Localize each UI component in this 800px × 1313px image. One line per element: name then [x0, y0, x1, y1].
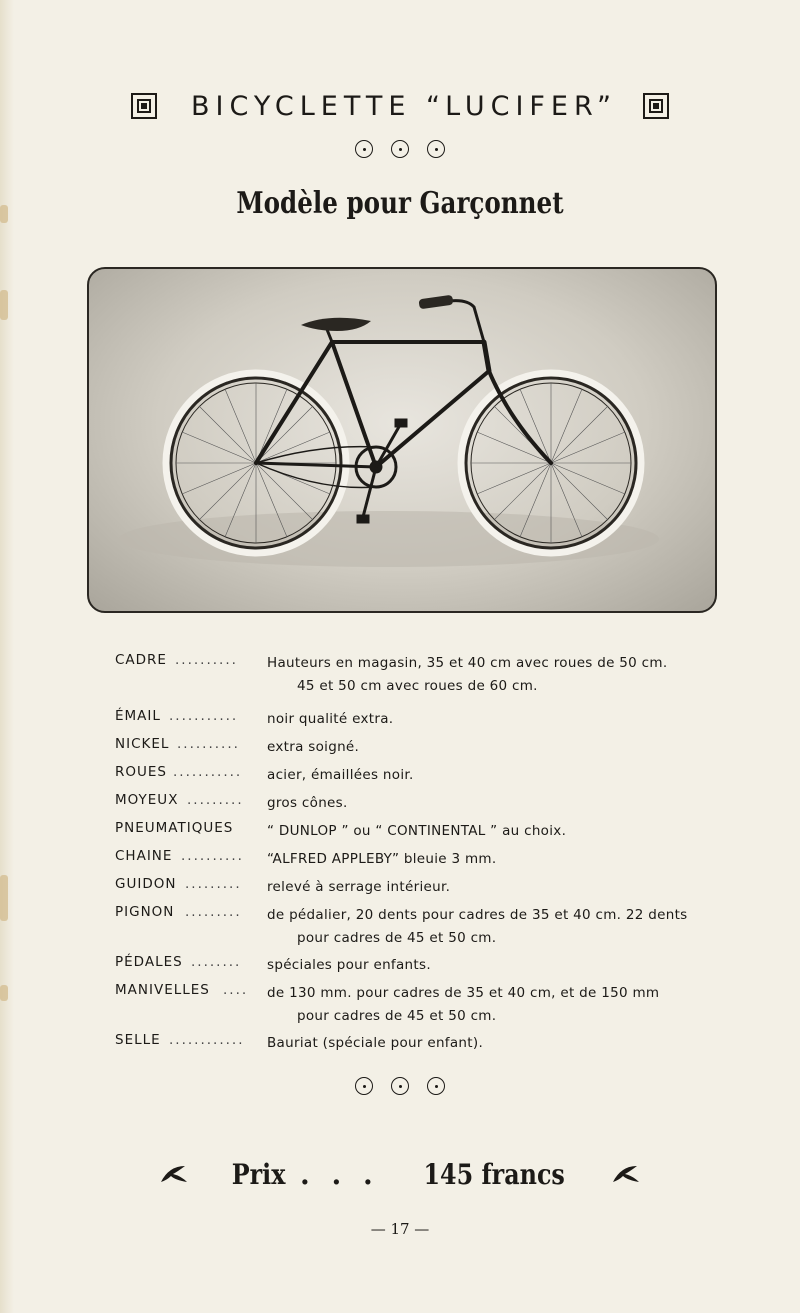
- dot-leader: ............: [169, 1032, 245, 1048]
- spec-value: spéciales pour enfants.: [267, 957, 431, 973]
- spec-value-line: de 130 mm. pour cadres de 35 et 40 cm, et de 150 mm: [267, 985, 660, 1001]
- dot-leader: ...........: [169, 708, 239, 724]
- foxing-stain: [0, 985, 8, 1001]
- leaf-ornament-icon: [159, 1162, 189, 1186]
- spec-value-line: pour cadres de 45 et 50 cm.: [297, 1008, 497, 1024]
- bicycle-illustration: [89, 269, 717, 613]
- spec-value-line: pour cadres de 45 et 50 cm.: [297, 930, 497, 946]
- spec-value: [267, 652, 722, 698]
- spec-label: PÉDALES: [115, 954, 183, 970]
- circle-dot-icon: [355, 140, 373, 158]
- square-ornament-icon: [131, 93, 157, 119]
- bicycle-photo: [87, 267, 717, 613]
- spec-label: PIGNON: [115, 904, 175, 920]
- dot-leader: .........: [185, 876, 242, 892]
- spec-label: SELLE: [115, 1032, 161, 1048]
- spec-value: [267, 904, 722, 950]
- spec-value: Bauriat (spéciale pour enfant).: [267, 1035, 484, 1051]
- spec-value: “ DUNLOP ” ou “ CONTINENTAL ” au choix.: [267, 823, 567, 839]
- foxing-stain: [0, 205, 8, 223]
- spec-label: GUIDON: [115, 876, 177, 892]
- spec-value-line: 45 et 50 cm avec roues de 60 cm.: [297, 678, 538, 694]
- dot-leader: ..........: [181, 848, 244, 864]
- price-dots: . . .: [300, 1157, 379, 1191]
- spec-label: CHAINE: [115, 848, 173, 864]
- dot-leader: ..........: [177, 736, 240, 752]
- saddle: [301, 318, 371, 331]
- spec-label: NICKEL: [115, 736, 170, 752]
- spec-value: [267, 982, 722, 1028]
- square-ornament-icon: [643, 93, 669, 119]
- price-row: [0, 1152, 800, 1196]
- spec-label: MANIVELLES: [115, 982, 210, 998]
- spec-label: CADRE: [115, 652, 167, 668]
- spec-value-line: Hauteurs en magasin, 35 et 40 cm avec roues de 50 cm.: [267, 655, 668, 671]
- dot-leader: .........: [187, 792, 244, 808]
- title-row: [0, 84, 800, 128]
- dot-ornament-top: [0, 140, 800, 158]
- spec-value: “ALFRED APPLEBY” bleuie 3 mm.: [267, 851, 497, 867]
- circle-dot-icon: [427, 1077, 445, 1095]
- price-label: Prix: [231, 1157, 286, 1191]
- dot-leader: ..........: [175, 652, 238, 668]
- spec-value: relevé à serrage intérieur.: [267, 879, 451, 895]
- foxing-stain: [0, 875, 8, 921]
- spec-label: ÉMAIL: [115, 708, 161, 724]
- dot-leader: .........: [185, 904, 242, 920]
- dot-leader: ...........: [173, 764, 243, 780]
- dot-leader: ....: [223, 982, 249, 998]
- spec-value: acier, émaillées noir.: [267, 767, 414, 783]
- price-value: 145 francs: [423, 1157, 565, 1191]
- page-title: BICYCLETTE “LUCIFER”: [190, 90, 618, 122]
- circle-dot-icon: [391, 140, 409, 158]
- dot-leader: ........: [191, 954, 242, 970]
- spec-value: noir qualité extra.: [267, 711, 394, 727]
- dot-ornament-bottom: [0, 1077, 800, 1095]
- leaf-ornament-icon: [611, 1162, 641, 1186]
- page-number: — 17 —: [370, 1220, 430, 1238]
- spec-label: ROUES: [115, 764, 167, 780]
- spec-value-line: de pédalier, 20 dents pour cadres de 35 et 40 cm. 22 dents: [267, 907, 688, 923]
- spec-value: gros cônes.: [267, 795, 348, 811]
- foxing-stain: [0, 290, 8, 320]
- circle-dot-icon: [355, 1077, 373, 1095]
- model-subtitle: Modèle pour Garçonnet: [236, 186, 564, 221]
- circle-dot-icon: [391, 1077, 409, 1095]
- spec-value: extra soigné.: [267, 739, 360, 755]
- spec-label: MOYEUX: [115, 792, 179, 808]
- circle-dot-icon: [427, 140, 445, 158]
- spec-label: PNEUMATIQUES: [115, 820, 234, 836]
- page-edge-shadow: [0, 0, 14, 1313]
